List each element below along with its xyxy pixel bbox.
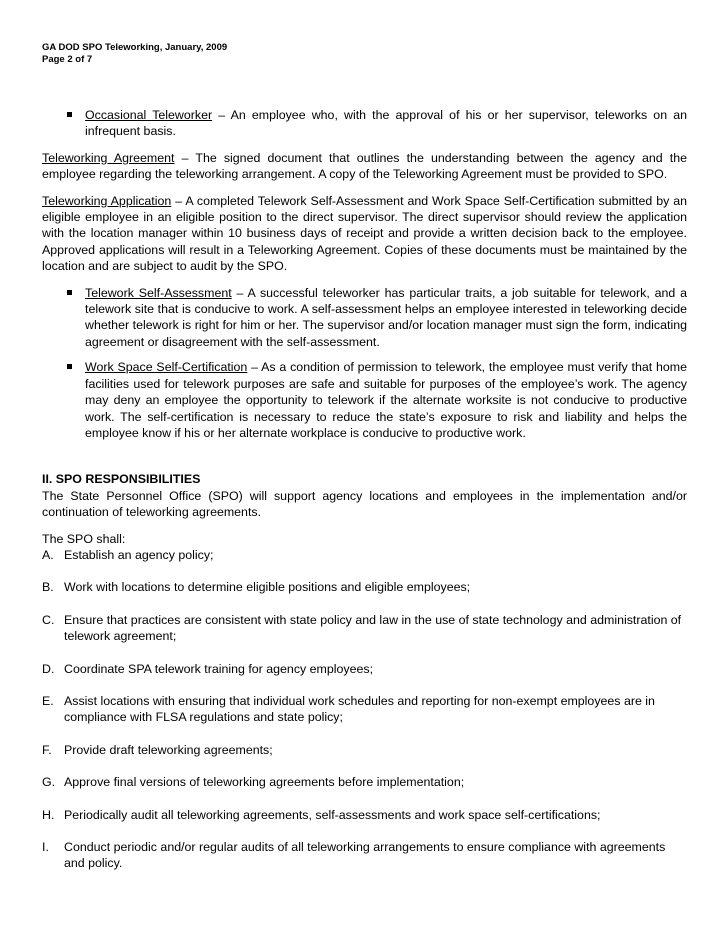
page-header [42,42,687,66]
definition-self-certification: – As a condition of permission to telework, the employee must verify that home facilities used for telework purposes are safe and suitable for purposes of the employee’s work. The agency may deny an employee the opportunity to telework if the alternate worksite is not conducive to productive work. The self-certification is necessary to reduce the state’s exposure to risk and liability and helps the employee know if his or her alternate workplace is conducive to productive work. [85,360,687,440]
list-item [42,839,687,872]
list-item-letter: I. [42,840,49,854]
list-item-letter: H. [42,807,55,822]
list-item-text: Approve final versions of teleworking agreements before implementation; [64,775,465,790]
list-item-text: Coordinate SPA telework training for agency employees; [64,661,374,676]
list-item-text: Establish an agency policy; [64,547,214,562]
list-item-letter: F. [42,742,52,757]
list-item-letter: D. [42,661,55,676]
bullet-self-assessment [42,285,687,351]
definition-self-assessment: – A successful teleworker has particular traits, a job suitable for telework, and a telework site that is conducive to work. A self-assessment helps an employee interested in teleworking decide whether telework is right for him or her. The supervisor and/or location manager must sign the form, indicating agreement or disagreement with the self-assessment. [85,285,688,349]
text-teleworking-agreement: – The signed document that outlines the understanding between the agency and the employee regarding the teleworking arrangement. A copy of the Teleworking Agreement must be provided to SPO. [42,150,687,182]
list-item [42,693,687,726]
section-intro: The State Personnel Office (SPO) will support agency locations and employees in the implementation and/or continuation of teleworking agreements. [42,488,687,520]
list-item-text: Work with locations to determine eligible positions and eligible employees; [64,580,471,595]
header-title: GA DOD SPO Teleworking, January, 2009 [42,42,228,53]
definition-teleworking-agreement [42,150,687,183]
list-item [42,742,687,758]
section-title-spo-responsibilities: II. SPO RESPONSIBILITIES [42,472,201,487]
text-teleworking-application: – A completed Telework Self-Assessment and Work Space Self-Certification submitted by an eligible employee in an eligible position to the direct supervisor. The direct supervisor should review the application with the location manager within 10 business days of receipt and provide a written decision back to the employee. Approved applications will result in a Teleworking Agreement. Copies of these documents must be maintained by the location and are subject to audit by the SPO. [42,193,687,274]
list-item-text: Provide draft teleworking agreements; [64,742,273,757]
list-item-letter: B. [42,580,54,595]
bullet-occasional-teleworker [42,107,687,140]
list-item-text: Periodically audit all teleworking agreements, self-assessments and work space self-certifications; [64,807,601,822]
square-bullet-icon [67,364,72,369]
list-item-letter: C. [42,612,55,627]
list-item [42,579,687,595]
term-occasional-teleworker: Occasional Teleworker [85,108,213,122]
list-item-text: Ensure that practices are consistent with state policy and law in the use of state technology and administration of telework agreement; [64,612,682,644]
list-item [42,807,687,823]
bullet-self-certification [42,359,687,441]
list-item-letter: E. [42,693,54,708]
square-bullet-icon [67,290,72,295]
list-item-letter: A. [42,547,54,562]
document-page [42,42,687,872]
list-item [42,547,687,563]
term-teleworking-application: Teleworking Application [42,193,172,208]
term-teleworking-agreement: Teleworking Agreement [42,150,175,165]
square-bullet-icon [67,112,72,117]
definition-occasional-teleworker: – An employee who, with the approval of his or her supervisor, teleworks on an infrequent basis. [85,108,687,139]
list-item-text: Assist locations with ensuring that individual work schedules and reporting for non-exempt employees are in compliance with FLSA regulations and state policy; [64,693,655,725]
list-item-letter: G. [42,775,56,790]
page-number: Page 2 of 7 [42,54,93,65]
list-item [42,661,687,677]
list-item [42,612,687,645]
spo-shall-label: The SPO shall: [42,531,126,546]
term-self-certification: Work Space Self-Certification [85,360,248,375]
list-item-text: Conduct periodic and/or regular audits of all teleworking arrangements to ensure compliance with agreements and policy. [64,840,666,871]
definition-teleworking-application [42,193,687,275]
list-item [42,774,687,790]
term-self-assessment: Telework Self-Assessment [85,285,232,300]
